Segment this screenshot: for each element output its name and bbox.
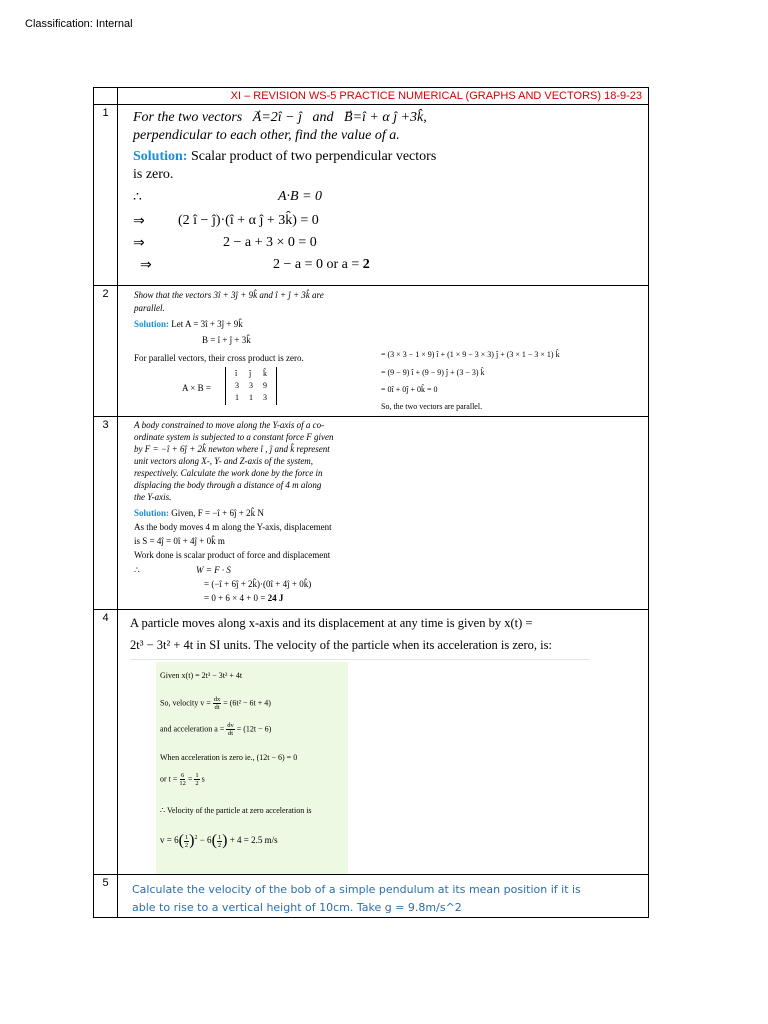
q3-w-line2: = (−î + 6ĵ + 2k̂)·(0î + 4ĵ + 0k̂) [204,579,312,589]
q4-frac-dvdt: $\frac{dv}{dt}$ [227,722,234,737]
q4-divider [130,659,590,660]
q4-frac-half-b: $\frac{1}{2}$ [217,833,222,849]
matrix-cell: 3 [235,381,239,390]
q3-solution-line: As the body moves 4 m along the Y-axis, displacement [134,522,332,532]
q1-therefore: ∴ [133,190,142,205]
q1-step3: 2 − a + 3 × 0 = 0 [223,235,317,250]
q4-velocity-at-zero: ∴ Velocity of the particle at zero acceleration is [160,806,312,815]
matrix-cell: k̂ [263,369,267,378]
q4-solution-box [156,662,348,874]
q1-solution-line2: is zero. [133,167,174,182]
q1-step1: A·B = 0 [278,189,323,204]
q4-or-t: or t = $\frac{6}{12}$ = $\frac{1}{2}$ s [160,772,205,787]
question-number: 2 [94,286,118,417]
q1-step2: (2 î − ĵ)·(î + α ĵ + 3k̂) = 0 [178,213,319,228]
question-row-2 [94,286,649,417]
q4-velocity: So, velocity v = $\frac{dx}{dt}$ = (6t² − 6t + 4) [160,696,271,711]
q2-cross-text: For parallel vectors, their cross product is zero. [134,353,304,363]
classification-label: Classification: Internal [25,18,133,30]
question-number: 4 [94,610,118,875]
q3-question-line: displacing the body through a distance of 4 m along [134,480,322,490]
q1-implies-3: ⇒ [140,258,152,273]
q2-right-line1: = (3 × 3 − 1 × 9) î + (1 × 9 − 3 × 3) ĵ + (3 × 1 − 3 × 1) k̂ [381,350,560,359]
worksheet-title: XI – REVISION WS-5 PRACTICE NUMERICAL (GRAPHS AND VECTORS) 18-9-23 [118,88,649,105]
q4-question-line2: 2t³ − 3t² + 4t in SI units. The velocity of the particle when its acceleration is zero, is: [130,638,552,652]
matrix-row [231,381,271,391]
q5-question-line2: able to rise to a vertical height of 10cm. Take g = 9.8m/s^2 [132,901,462,914]
q4-question-line1: A particle moves along x-axis and its displacement at any time is given by x(t) = [130,616,533,630]
q4-final-velocity: v = 6( $\frac{1}{2}$ )$^2$ − 6( $\frac{1}{2}$ ) + 4 = 2.5 m/s [160,832,278,849]
q3-solution-given: Solution: Given, F = −î + 6ĵ + 2k̂ N [134,508,264,518]
q4-frac-1-2: $\frac{1}{2}$ [195,772,199,787]
q2-question-line2: parallel. [134,303,165,313]
q3-question-line: A body constrained to move along the Y-axis of a co- [134,420,325,430]
matrix-cell: 1 [235,393,239,402]
q5-question-line1: Calculate the velocity of the bob of a simple pendulum at its mean position if it is [132,883,581,896]
determinant-matrix [225,367,277,405]
q4-frac-half-a: $\frac{1}{2}$ [184,833,189,849]
q1-implies-1: ⇒ [133,214,145,229]
q3-question-line: ordinate system is subjected to a constant force F given [134,432,334,442]
q2-solution-let: Solution: Let A = 3î + 3ĵ + 9k̂ [134,319,243,329]
matrix-cell: 1 [249,393,253,402]
q3-solution-line: is S = 4ĵ = 0î + 4ĵ + 0k̂ m [134,536,225,546]
question-row-4 [94,610,649,875]
question-1-content [118,105,648,285]
q1-implies-2: ⇒ [133,236,145,251]
matrix-cell: 3 [263,393,267,402]
matrix-row [231,369,271,379]
q3-w-line3: = 0 + 6 × 4 + 0 = 24 J [204,593,284,603]
q4-when-zero: When acceleration is zero ie., (12t − 6) = 0 [160,753,298,762]
title-row [94,88,649,105]
q1-step4: 2 − a = 0 or a = 2 [273,257,370,272]
q4-acceleration: and acceleration a = $\frac{dv}{dt}$ = (12t − 6) [160,722,272,737]
q2-right-line2: = (9 − 9) î + (9 − 9) ĵ + (3 − 3) k̂ [381,368,485,377]
q4-given: Given x(t) = 2t³ − 3t² + 4t [160,671,243,680]
q1-question-line1: For the two vectors → A=2î − ĵ and → B=î + α ĵ +3k̂, [133,109,427,127]
matrix-cell: ĵ [249,369,252,378]
question-row-5 [94,875,649,918]
q2-axb-label: A × B = [182,383,211,393]
question-number: 5 [94,875,118,918]
worksheet-table [93,87,649,918]
matrix-cell: 3 [249,381,253,390]
q2-right-line4: So, the two vectors are parallel. [381,402,483,411]
q4-frac-6-12: $\frac{6}{12}$ [179,772,186,787]
question-4-content [118,610,648,874]
matrix-cell: 9 [263,381,267,390]
matrix-row [231,393,271,403]
q3-question-line: by F = −î + 6ĵ + 2k̂ newton where î , ĵ and k̂ represent [134,444,330,454]
question-2-content [118,286,648,416]
question-row-3 [94,417,649,610]
q3-therefore: ∴ [134,565,140,575]
q2-solution-b: B = î + ĵ + 3k̂ [202,335,251,345]
q3-question-line: the Y-axis. [134,492,172,502]
q1-solution: Solution: Scalar product of two perpendicular vectors [133,149,437,164]
q4-frac-dxdt: $\frac{dx}{dt}$ [213,696,221,711]
matrix-cell: î [235,369,238,378]
q3-w-line: W = F · S [196,565,231,575]
q3-question-line: respectively. Calculate the work done by the force in [134,468,323,478]
q3-solution-line: Work done is scalar product of force and displacement [134,550,331,560]
question-3-content [118,417,648,609]
q2-right-line3: = 0î + 0ĵ + 0k̂ = 0 [381,385,438,394]
question-number: 3 [94,417,118,610]
q2-determinant [225,367,277,405]
question-number: 1 [94,105,118,286]
question-5-content [118,875,648,917]
question-row-1 [94,105,649,286]
q2-question-line1: Show that the vectors 3î + 3ĵ + 9k̂ and î + ĵ + 3k̂ are [134,290,324,300]
title-number-cell [94,88,118,105]
q1-question-line2: perpendicular to each other, find the value of a. [133,128,400,143]
q3-question-line: unit vectors along X-, Y- and Z-axis of the system, [134,456,314,466]
